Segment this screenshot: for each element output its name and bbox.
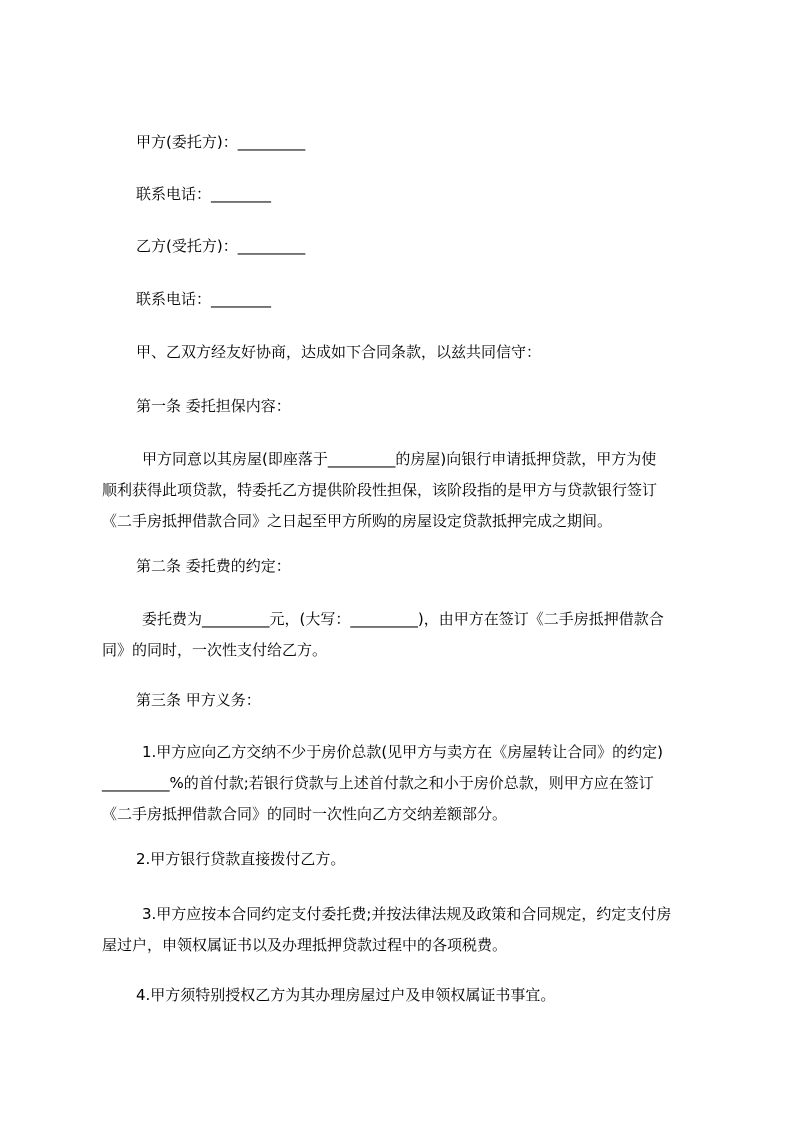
article-3-item-3-line: 屋过户，申领权属证书以及办理抵押贷款过程中的各项税费。 xyxy=(102,936,508,954)
article-3-item-4: 4.甲方须特别授权乙方为其办理房屋过户及申领权属证书事宜。 xyxy=(136,986,556,1004)
article-3-item-1 xyxy=(102,737,702,830)
article-3-item-3 xyxy=(102,899,702,961)
party-a-line: 甲方(委托方)：_________ xyxy=(136,133,306,151)
article-1-paragraph xyxy=(102,444,702,537)
article-3-title: 第三条 甲方义务： xyxy=(136,691,261,709)
article-1-line: 《二手房抵押借款合同》之日起至甲方所购的房屋设定贷款抵押完成之期间。 xyxy=(102,512,613,530)
party-a-phone-line: 联系电话：________ xyxy=(136,185,272,203)
intro-paragraph: 甲、乙双方经友好协商，达成如下合同条款，以兹共同信守： xyxy=(136,343,542,361)
article-3-item-3-line: 3.甲方应按本合同约定支付委托费;并按法律法规及政策和合同规定，约定支付房 xyxy=(142,905,672,923)
article-3-item-1-line: 《二手房抵押借款合同》的同时一次性向乙方交纳差额部分。 xyxy=(102,805,508,823)
article-3-item-2: 2.甲方银行贷款直接拨付乙方。 xyxy=(136,850,346,868)
article-3-item-1-line: _________%的首付款;若银行贷款与上述首付款之和小于房价总款，则甲方应在签订 xyxy=(102,774,654,792)
article-1-title: 第一条 委托担保内容： xyxy=(136,397,291,415)
party-b-phone-line: 联系电话：________ xyxy=(136,290,272,308)
article-2-line: 委托费为_________元，(大写：_________)，由甲方在签订《二手房抵押借款合 xyxy=(142,610,664,628)
party-b-line: 乙方(受托方)：_________ xyxy=(136,237,306,255)
article-1-line: 顺利获得此项贷款，特委托乙方提供阶段性担保，该阶段指的是甲方与贷款银行签订 xyxy=(102,481,658,499)
article-1-line: 甲方同意以其房屋(即座落于_________的房屋)向银行申请抵押贷款，甲方为使 xyxy=(142,450,657,468)
article-2-title: 第二条 委托费的约定： xyxy=(136,557,291,575)
article-3-item-1-line: 1.甲方应向乙方交纳不少于房价总款(见甲方与卖方在《房屋转让合同》的约定) xyxy=(142,743,664,761)
article-2-line: 同》的同时，一次性支付给乙方。 xyxy=(102,641,328,659)
article-2-paragraph xyxy=(102,604,702,666)
